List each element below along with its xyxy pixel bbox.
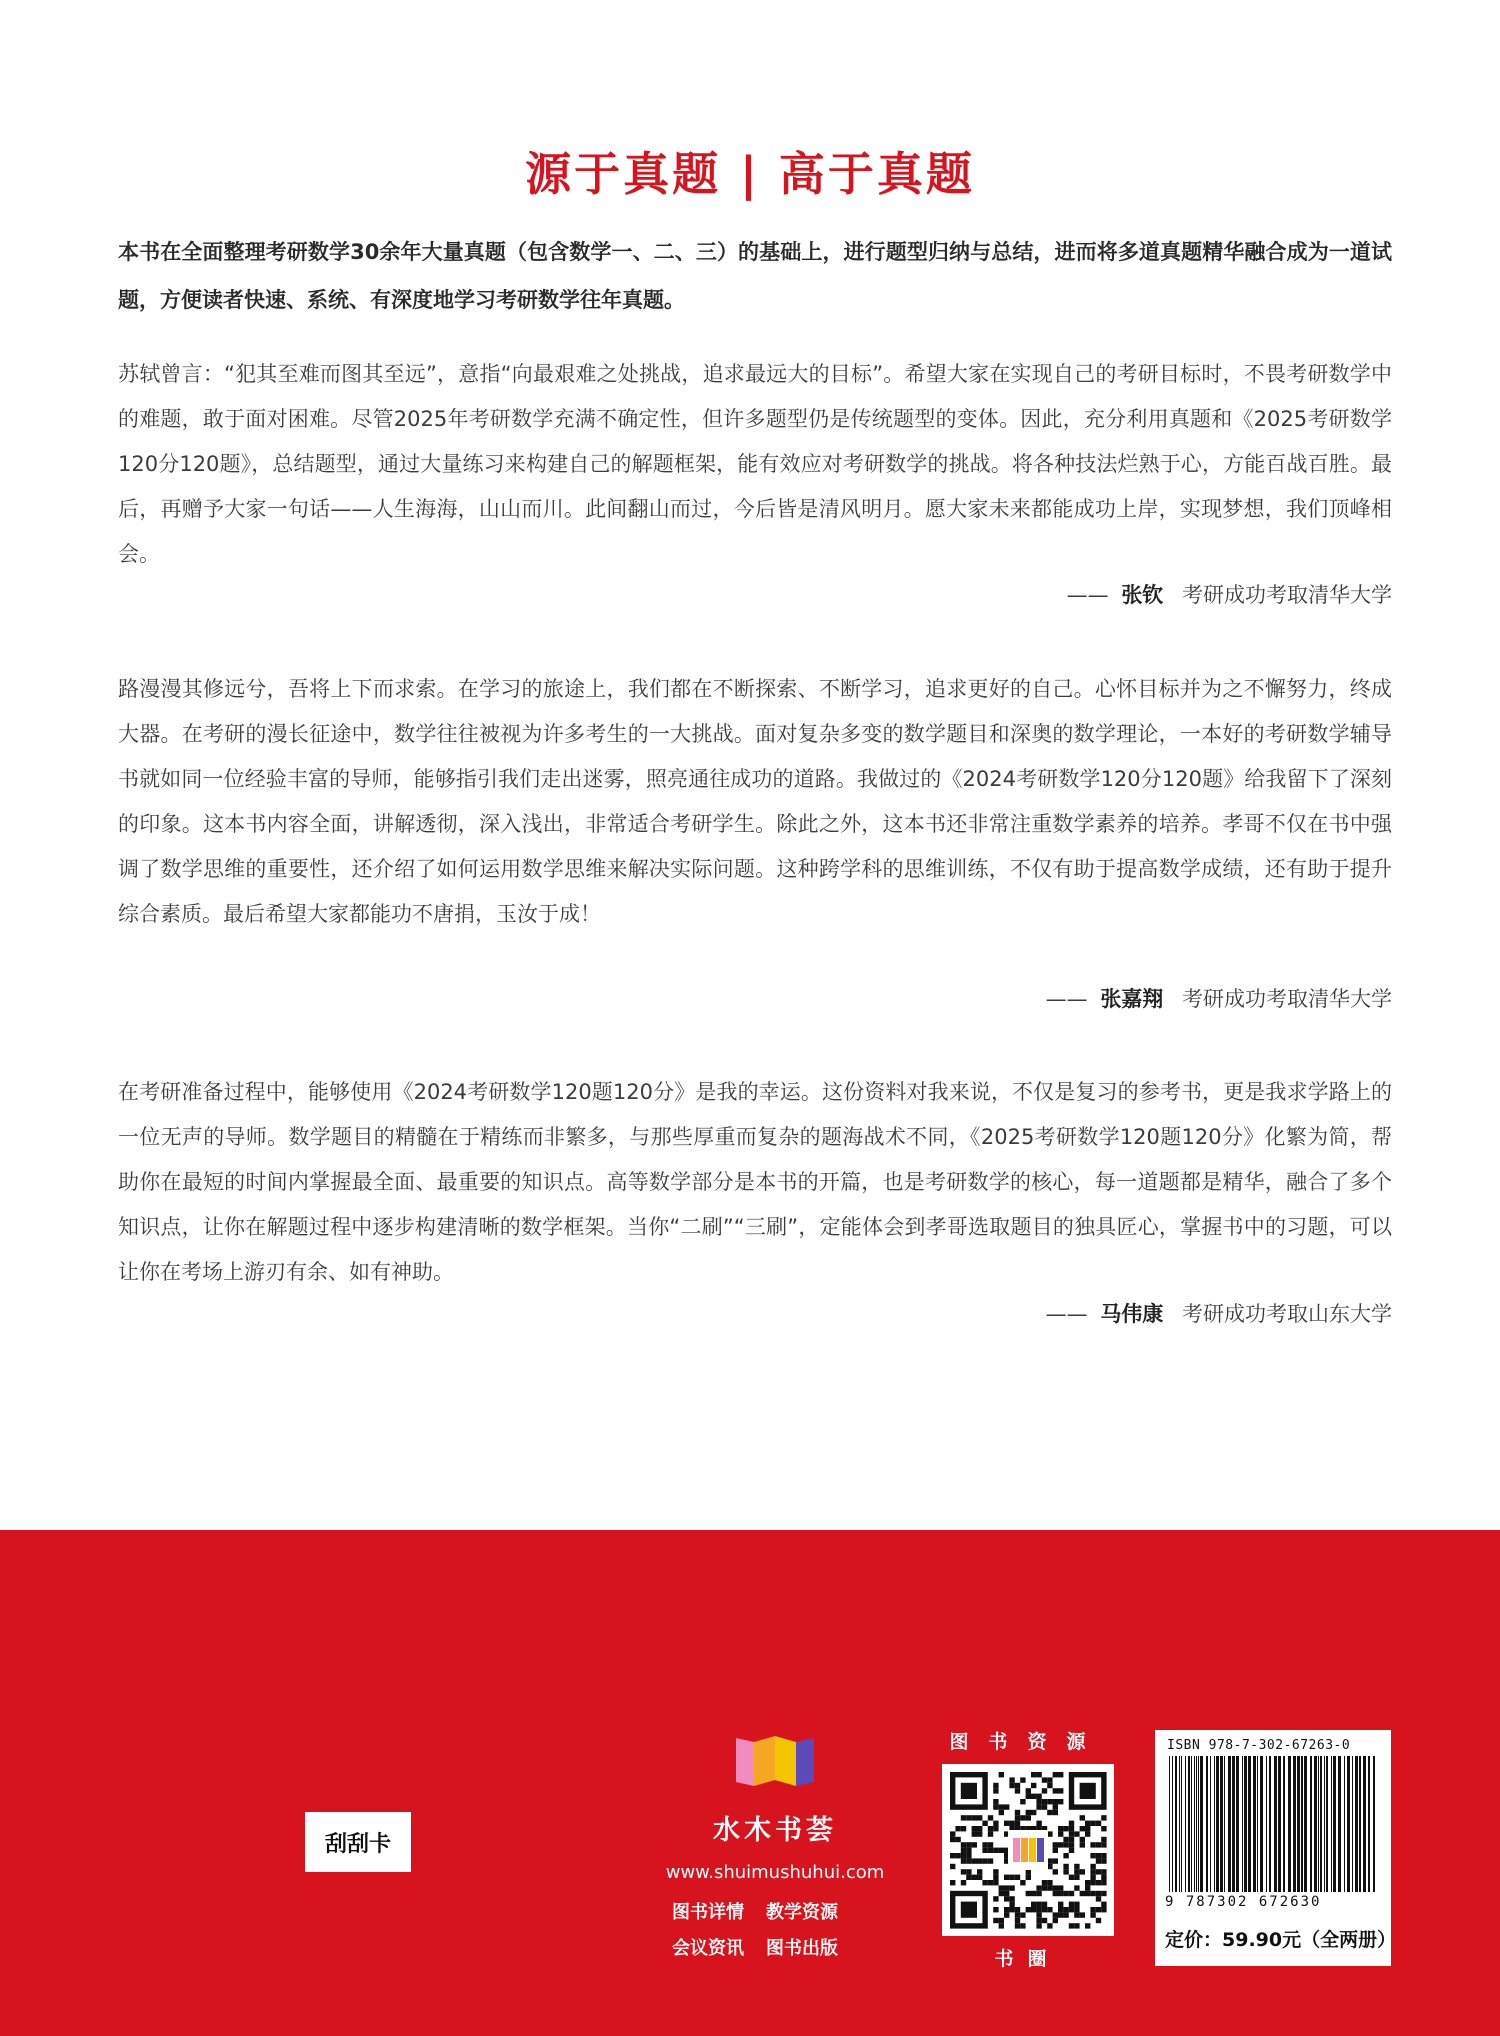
barcode-digits: 9 787302 672630 [1165, 1894, 1322, 1910]
testimonial-signature [1046, 983, 1392, 1013]
signature-note: 考研成功考取山东大学 [1182, 1302, 1392, 1326]
page-title: 源于真题 | 高于真题 [525, 147, 975, 201]
qr-footer: 书圈 [994, 1948, 1061, 1970]
signature-note: 考研成功考取清华大学 [1182, 583, 1392, 607]
publisher-url[interactable]: www.shuimushuhui.com [665, 1862, 885, 1883]
publisher-brand: 水木书荟 [713, 1815, 837, 1846]
signature-dash: —— [1045, 987, 1088, 1011]
link-conference-news[interactable]: 会议资讯 [672, 1938, 744, 1959]
testimonial-signature [1046, 1298, 1392, 1328]
isbn-number: ISBN 978-7-302-67263-0 [1167, 1738, 1351, 1753]
link-book-details[interactable]: 图书详情 [672, 1902, 744, 1923]
link-teaching-resources[interactable]: 教学资源 [766, 1902, 838, 1923]
signature-note: 考研成功考取清华大学 [1182, 987, 1392, 1011]
publisher-links [672, 1898, 892, 1924]
signature-name: 张嘉翔 [1100, 987, 1164, 1011]
scratch-card-label: 刮刮卡 [305, 1812, 411, 1872]
isbn-barcode-box [1155, 1730, 1397, 1966]
signature-name: 马伟康 [1100, 1302, 1164, 1326]
testimonial-text: 在考研准备过程中，能够使用《2024考研数学120题120分》是我的幸运。这份资料对我来说，不仅是复习的参考书，更是我求学路上的一位无声的导师。数学题目的精髓在于精练而非繁多，与那些厚重而复杂的题海战术不同，《2025考研数学120题120分》化繁为简，帮助你在最短的时间内掌握最全面、最重要的知识点。高等数学部分是本书的开篇，也是考研数学的核心，每一道题都是精华，融合了多个知识点，让你在解题过程中逐步构建清晰的数学框架。当你“二刷”“三刷”，定能体会到孝哥选取题目的独具匠心，掌握书中的习题，可以让你在考场上游刃有余、如有神助。 [118, 1080, 1392, 1284]
publisher-links [672, 1934, 892, 1960]
book-logo-icon [730, 1728, 820, 1788]
signature-name: 张钦 [1121, 583, 1164, 607]
testimonial-text: 路漫漫其修远兮，吾将上下而求索。在学习的旅途上，我们都在不断探索、不断学习，追求更好的自己。心怀目标并为之不懈努力，终成大器。在考研的漫长征途中，数学往往被视为许多考生的一大挑战。面对复杂多变的数学题目和深奥的数学理论，一本好的考研数学辅导书就如同一位经验丰富的导师，能够指引我们走出迷雾，照亮通往成功的道路。我做过的《2024考研数学120分120题》给我留下了深刻的印象。这本书内容全面，讲解透彻，深入浅出，非常适合考研学生。除此之外，这本书还非常注重数学素养的培养。孝哥不仅在书中强调了数学思维的重要性，还介绍了如何运用数学思维来解决实际问题。这种跨学科的思维训练，不仅有助于提高数学成绩，还有助于提升综合素质。最后希望大家都能功不唐捐，玉汝于成！ [118, 677, 1392, 926]
qr-code-icon [942, 1764, 1114, 1936]
signature-dash: —— [1045, 1302, 1088, 1326]
link-book-publishing[interactable]: 图书出版 [766, 1938, 838, 1959]
intro-paragraph: 本书在全面整理考研数学30余年大量真题（包含数学一、二、三）的基础上，进行题型归纳与总结，进而将多道真题精华融合成为一道试题，方便读者快速、系统、有深度地学习考研数学往年真题。 [118, 240, 1392, 312]
testimonial-signature [1067, 579, 1392, 609]
signature-dash: —— [1066, 583, 1109, 607]
qr-code[interactable] [942, 1764, 1114, 1936]
price-label: 定价：59.90元（全两册） [1165, 1929, 1397, 1951]
qr-caption: 图书资源 [949, 1731, 1106, 1753]
testimonial-text: 苏轼曾言：“犯其至难而图其至远”，意指“向最艰难之处挑战，追求最远大的目标”。希望大家在实现自己的考研目标时，不畏考研数学中的难题，敢于面对困难。尽管2025年考研数学充满不确定性，但许多题型仍是传统题型的变体。因此，充分利用真题和《2025考研数学120分120题》，总结题型，通过大量练习来构建自己的解题框架，能有效应对考研数学的挑战。将各种技法烂熟于心，方能百战百胜。最后，再赠予大家一句话——人生海海，山山而川。此间翻山而过，今后皆是清风明月。愿大家未来都能成功上岸，实现梦想，我们顶峰相会。 [118, 362, 1392, 566]
barcode-icon [1165, 1756, 1381, 1892]
